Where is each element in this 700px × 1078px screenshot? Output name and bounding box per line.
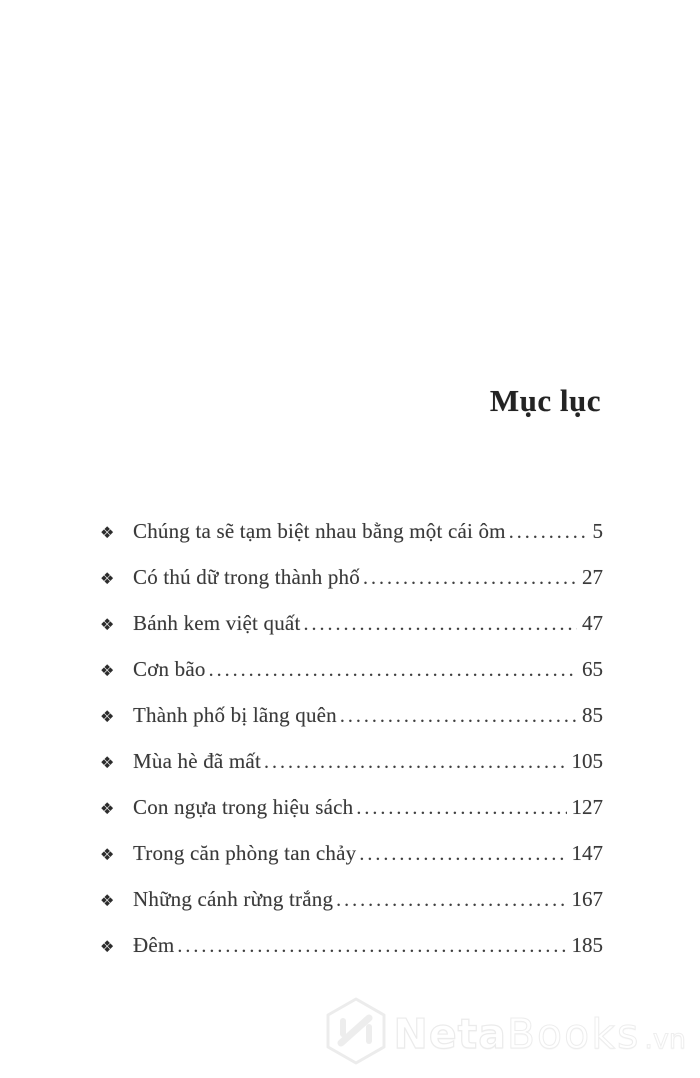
dot-leader xyxy=(340,692,577,739)
chapter-page-number: 127 xyxy=(571,795,603,819)
diamond-bullet-icon: ❖ xyxy=(100,937,115,956)
dot-leader xyxy=(336,876,566,923)
toc-entry xyxy=(100,784,603,830)
netabooks-watermark xyxy=(325,997,686,1070)
chapter-title: Đêm xyxy=(133,933,175,957)
toc-entry xyxy=(100,508,603,554)
dot-leader xyxy=(303,600,577,647)
dot-leader xyxy=(264,738,567,785)
dot-leader xyxy=(177,922,566,969)
chapter-page-number: 167 xyxy=(571,887,603,911)
chapter-page-number: 185 xyxy=(571,933,603,957)
chapter-title: Con ngựa trong hiệu sách xyxy=(133,795,354,819)
toc-entry xyxy=(100,692,603,738)
chapter-page-number: 5 xyxy=(592,519,603,543)
toc-entry xyxy=(100,922,603,968)
chapter-page-number: 27 xyxy=(582,565,603,589)
toc-entry xyxy=(100,876,603,922)
diamond-bullet-icon: ❖ xyxy=(100,707,115,726)
diamond-bullet-icon: ❖ xyxy=(100,569,115,588)
chapter-title: Bánh kem việt quất xyxy=(133,611,301,635)
toc-entry xyxy=(100,554,603,600)
dot-leader xyxy=(359,830,566,877)
hexagon-n-logo-icon xyxy=(325,997,387,1070)
chapter-title: Trong căn phòng tan chảy xyxy=(133,841,357,865)
chapter-page-number: 85 xyxy=(582,703,603,727)
toc-entry xyxy=(100,738,603,784)
page-title: Mục lục xyxy=(489,383,601,418)
table-of-contents xyxy=(100,508,603,968)
chapter-title: Thành phố bị lãng quên xyxy=(133,703,337,727)
diamond-bullet-icon: ❖ xyxy=(100,615,115,634)
chapter-page-number: 105 xyxy=(571,749,603,773)
diamond-bullet-icon: ❖ xyxy=(100,891,115,910)
chapter-title: Những cánh rừng trắng xyxy=(133,887,334,911)
watermark-brand-secondary: Books xyxy=(506,1009,641,1058)
chapter-title: Cơn bão xyxy=(133,657,206,681)
chapter-title: Có thú dữ trong thành phố xyxy=(133,565,360,589)
chapter-page-number: 147 xyxy=(571,841,603,865)
chapter-title: Chúng ta sẽ tạm biệt nhau bằng một cái ôm xyxy=(133,519,506,543)
diamond-bullet-icon: ❖ xyxy=(100,661,115,680)
diamond-bullet-icon: ❖ xyxy=(100,523,115,542)
diamond-bullet-icon: ❖ xyxy=(100,799,115,818)
chapter-page-number: 47 xyxy=(582,611,603,635)
dot-leader xyxy=(363,554,577,601)
watermark-brand-primary: Neta xyxy=(393,1009,507,1058)
watermark-brand-text xyxy=(394,1010,686,1058)
dot-leader xyxy=(509,508,588,555)
toc-entry xyxy=(100,830,603,876)
watermark-domain-suffix: .vn xyxy=(644,1023,686,1055)
dot-leader xyxy=(356,784,566,831)
chapter-title: Mùa hè đã mất xyxy=(133,749,261,773)
chapter-page-number: 65 xyxy=(582,657,603,681)
diamond-bullet-icon: ❖ xyxy=(100,845,115,864)
diamond-bullet-icon: ❖ xyxy=(100,753,115,772)
dot-leader xyxy=(209,646,577,693)
toc-entry xyxy=(100,600,603,646)
toc-entry xyxy=(100,646,603,692)
